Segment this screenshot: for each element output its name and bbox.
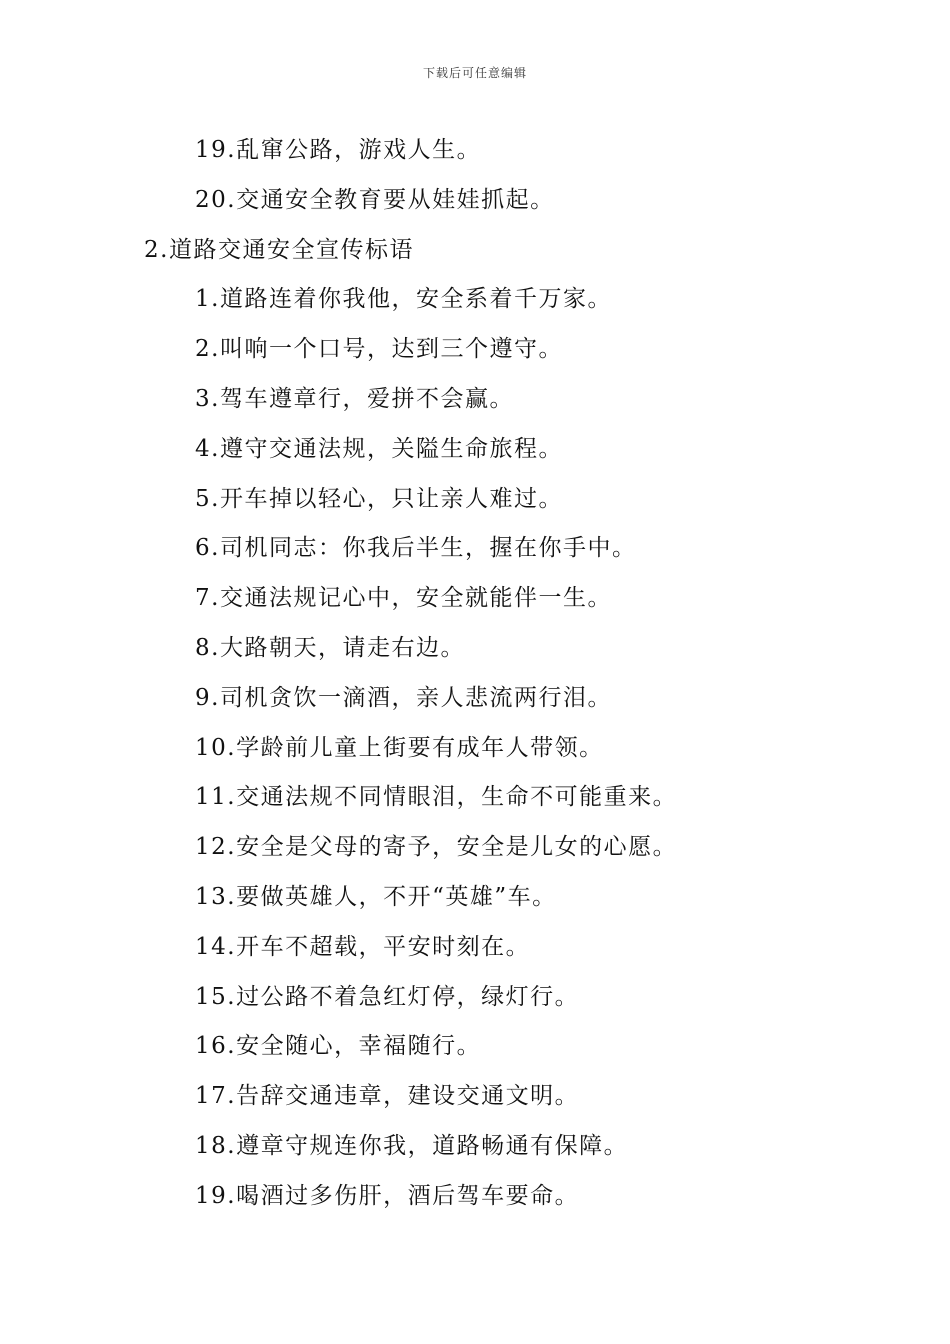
list-item: 9.司机贪饮一滴酒，亲人悲流两行泪。 [195, 684, 612, 711]
page-header: 下载后可任意编辑 [422, 66, 527, 80]
list-item: 11.交通法规不同情眼泪，生命不可能重来。 [195, 784, 678, 811]
list-item: 4.遵守交通法规，关隘生命旅程。 [195, 435, 563, 462]
list-item: 17.告辞交通违章，建设交通文明。 [195, 1083, 580, 1110]
list-item: 7.交通法规记心中，安全就能伴一生。 [195, 585, 612, 612]
list-item: 20.交通安全教育要从娃娃抓起。 [195, 186, 555, 213]
list-item: 2.叫响一个口号，达到三个遵守。 [195, 336, 563, 363]
list-item: 8.大路朝天，请走右边。 [195, 634, 465, 661]
list-item: 1.道路连着你我他，安全系着千万家。 [195, 286, 612, 313]
list-item: 10.学龄前儿童上街要有成年人带领。 [195, 734, 604, 761]
document-body [0, 126, 950, 1222]
list-item: 18.遵章守规连你我，道路畅通有保障。 [195, 1132, 629, 1159]
section-heading: 2.道路交通安全宣传标语 [144, 236, 414, 263]
list-item: 19.喝酒过多伤肝，酒后驾车要命。 [195, 1182, 580, 1209]
list-item: 19.乱窜公路，游戏人生。 [195, 137, 482, 163]
list-item: 12.安全是父母的寄予，安全是儿女的心愿。 [195, 834, 678, 861]
list-item: 5.开车掉以轻心，只让亲人难过。 [195, 485, 563, 512]
list-item: 16.安全随心，幸福随行。 [195, 1033, 482, 1060]
list-item: 3.驾车遵章行，爱拼不会赢。 [195, 385, 514, 412]
list-item: 6.司机同志：你我后半生，握在你手中。 [195, 535, 637, 562]
list-item: 13.要做英雄人，不开“英雄”车。 [195, 883, 557, 910]
list-item: 15.过公路不着急红灯停，绿灯行。 [195, 983, 580, 1010]
list-item: 14.开车不超载，平安时刻在。 [195, 933, 531, 960]
